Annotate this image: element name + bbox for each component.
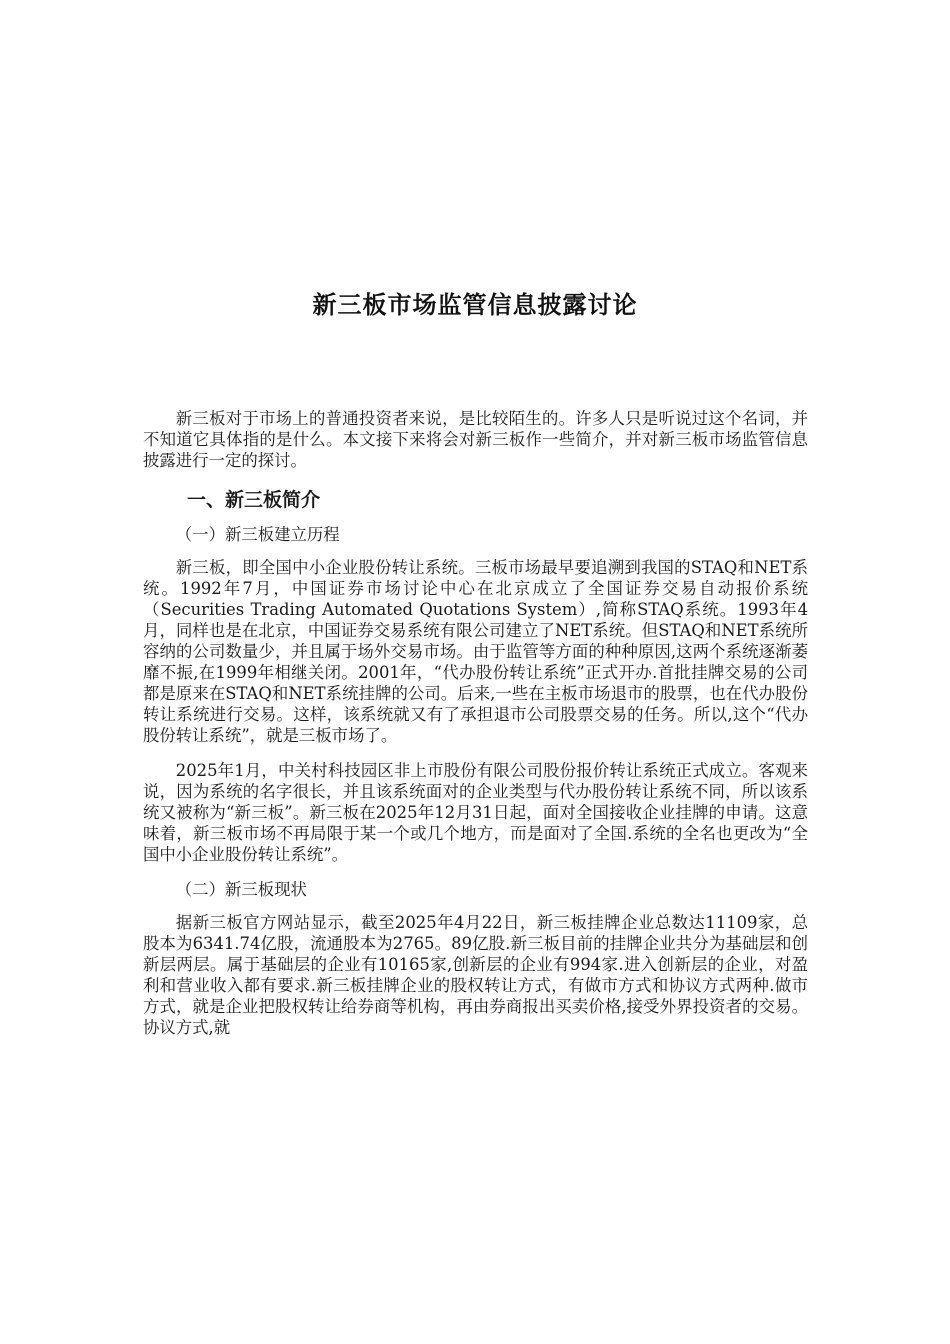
document-body — [143, 408, 808, 1052]
document-title: 新三板市场监管信息披露讨论 — [312, 291, 638, 319]
body-paragraph: 据新三板官方网站显示，截至2025年4月22日，新三板挂牌企业总数达11109家，总股本为6341.74亿股，流通股本为2765。89亿股.新三板目前的挂牌企业共分为基础层和创新层两层。属于基础层的企业有10165家,创新层的企业有994家.进入创新层的企业，对盈利和营业收入都有要求.新三板挂牌企业的股权转让方式，有做市方式和协议方式两种.做市方式，就是企业把股权转让给券商等机构，再由券商报出买卖价格,接受外界投资者的交易。协议方式,就 — [143, 913, 808, 1037]
subsection-heading-status: （二）新三板现状 — [175, 880, 307, 899]
body-paragraph: 2025年1月，中关村科技园区非上市股份有限公司股份报价转让系统正式成立。客观来说，因为系统的名字很长，并且该系统面对的企业类型与代办股份转让系统不同，所以该系统又被称为“新三板”。新三板在2025年12月31日起，面对全国接收企业挂牌的申请。这意味着，新三板市场不再局限于某一个或几个地方，而是面对了全国.系统的全名也更改为“全国中小企业股份转让系统”。 — [143, 761, 808, 864]
subsection-heading-history: （一）新三板建立历程 — [175, 525, 340, 544]
body-paragraph: 新三板，即全国中小企业股份转让系统。三板市场最早要追溯到我国的STAQ和NET系统。1992年7月，中国证券市场讨论中心在北京成立了全国证券交易自动报价系统（Securities Trading Automated Quotations System）,简称STAQ系统。1993年4月，同样也是在北京，中国证券交易系统有限公司建立了NET系统。但STAQ和NET系统所容纳的公司数量少，并且属于场外交易市场。由于监管等方面的种种原因,这两个系统逐渐萎靡不振,在1999年相继关闭。2001年，“代办股份转让系统”正式开办.首批挂牌交易的公司都是原来在STAQ和NET系统挂牌的公司。后来,一些在主板市场退市的股票，也在代办股份转让系统进行交易。这样，该系统就又有了承担退市公司股票交易的任务。所以,这个“代办股份转让系统”，就是三板市场了。 — [143, 558, 808, 745]
intro-paragraph: 新三板对于市场上的普通投资者来说，是比较陌生的。许多人只是听说过这个名词，并不知道它具体指的是什么。本文接下来将会对新三板作一些简介，并对新三板市场监管信息披露进行一定的探讨。 — [143, 409, 808, 470]
section-heading: 一、新三板简介 — [187, 489, 321, 511]
